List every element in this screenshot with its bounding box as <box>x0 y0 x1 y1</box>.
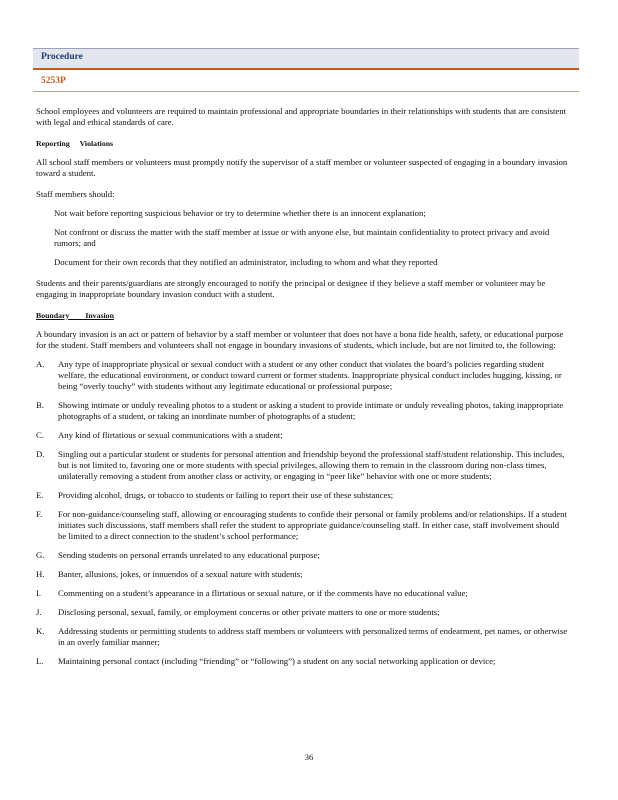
item-label: L. <box>36 656 44 666</box>
item-text: Any kind of flirtatious or sexual communications with a student; <box>58 430 283 440</box>
item-text: Singling out a particular student or students for personal attention and friendship beyond the professional staff/student relationship. This includes, but is not limited to, favoring one or more students with special privileges, allowing them to remain in the classroom during non-class times, unilaterally removing a student from another class or activity, or engaging in “peer like” behavior with one or more students; <box>58 449 565 481</box>
procedure-code: 5253P <box>41 76 66 86</box>
item-text: For non-guidance/counseling staff, allowing or encouraging students to confide their personal or family problems and/or relationships. If a student initiates such discussions, staff members shall refer the student to appropriate guidance/counseling staff. In either case, staff involvement should be limited to a direct connection to the student’s school performance; <box>58 509 567 541</box>
list-item <box>36 400 568 422</box>
item-text: Providing alcohol, drugs, or tobacco to students or failing to report their use of these substances; <box>58 490 394 500</box>
list-item <box>36 257 568 268</box>
item-label: F. <box>36 509 43 519</box>
list-item <box>36 490 568 501</box>
item-text: Banter, allusions, jokes, or innuendos of a sexual nature with students; <box>58 569 303 579</box>
boundary-paragraph: A boundary invasion is an act or pattern of behavior by a staff member or volunteer that does not have a bona fide health, safety, or educational purpose for the student. Staff members and volunteers shall not engage in boundary invasions of students, which include, but are not limited to, the following: <box>36 329 564 350</box>
reporting-heading: Reporting Violations <box>36 139 114 148</box>
item-text: Maintaining personal contact (including “friending” or “following”) a student on any social networking application or device; <box>58 656 496 666</box>
item-label: B. <box>36 400 44 410</box>
boundary-heading: Boundary Invasion <box>36 311 114 320</box>
bullet-box-icon <box>36 257 54 268</box>
list-item <box>36 509 568 542</box>
bullet-box-icon <box>36 208 54 219</box>
list-item <box>36 626 568 648</box>
item-label: H. <box>36 569 45 579</box>
list-item <box>36 656 568 667</box>
item-label: J. <box>36 607 42 617</box>
item-label: K. <box>36 626 45 636</box>
item-label: A. <box>36 359 45 369</box>
document-body <box>36 106 568 667</box>
item-label: C. <box>36 430 44 440</box>
bullet-text: Not wait before reporting suspicious behavior or try to determine whether there is an innocent explanation; <box>54 208 426 218</box>
item-label: D. <box>36 449 45 459</box>
bullet-text: Document for their own records that they notified an administrator, including to whom and what they reported <box>54 257 438 267</box>
item-text: Addressing students or permitting students to address staff members or volunteers with personalized terms of endearment, pet names, or otherwise in an overly familiar manner; <box>58 626 568 647</box>
list-item <box>36 607 568 618</box>
item-text: Commenting on a student’s appearance in a flirtatious or sexual nature, or if the comments have no educational value; <box>58 588 468 598</box>
procedure-header-bar <box>33 48 579 70</box>
item-text: Disclosing personal, sexual, family, or employment concerns or other private matters to one or more students; <box>58 607 440 617</box>
item-text: Any type of inappropriate physical or sexual conduct with a student or any other conduct that violates the board’s policies regarding student welfare, the educational environment, or conduct toward current or former students. Inappropriate physical conduct includes hugging, kissing, or being “overly touchy” with students without any legitimate educational or professional purpose; <box>58 359 562 391</box>
intro-paragraph: School employees and volunteers are required to maintain professional and appropriate boundaries in their relationships with students that are consistent with legal and ethical standards of care. <box>36 106 567 127</box>
list-item <box>36 449 568 482</box>
list-item <box>36 430 568 441</box>
bullet-text: Not confront or discuss the matter with the staff member at issue or with anyone else, but maintain confidentiality to protect privacy and avoid rumors; and <box>54 227 550 248</box>
staff-should-label: Staff members should: <box>36 189 115 199</box>
list-item <box>36 227 568 249</box>
item-label: I. <box>36 588 42 598</box>
list-item <box>36 569 568 580</box>
bullet-box-icon <box>36 227 54 249</box>
page-number: 36 <box>304 752 314 762</box>
item-label: G. <box>36 550 45 560</box>
students-paragraph: Students and their parents/guardians are strongly encouraged to notify the principal or designee if they believe a staff member or volunteer may be engaging in inappropriate boundary invasion conduct with a student. <box>36 278 546 299</box>
reporting-paragraph: All school staff members or volunteers must promptly notify the supervisor of a staff member or volunteer suspected of engaging in a boundary invasion toward a student. <box>36 157 568 178</box>
list-item <box>36 588 568 599</box>
item-text: Sending students on personal errands unrelated to any educational purpose; <box>58 550 320 560</box>
list-item <box>36 208 568 219</box>
section-label: Procedure <box>41 52 83 62</box>
item-label: E. <box>36 490 44 500</box>
header-divider <box>33 91 579 92</box>
list-item <box>36 359 568 392</box>
list-item <box>36 550 568 561</box>
item-text: Showing intimate or unduly revealing photos to a student or asking a student to provide intimate or unduly revealing photos, taking inappropriate photographs of a student, or taking an inordinate number of photographs of a student; <box>58 400 564 421</box>
